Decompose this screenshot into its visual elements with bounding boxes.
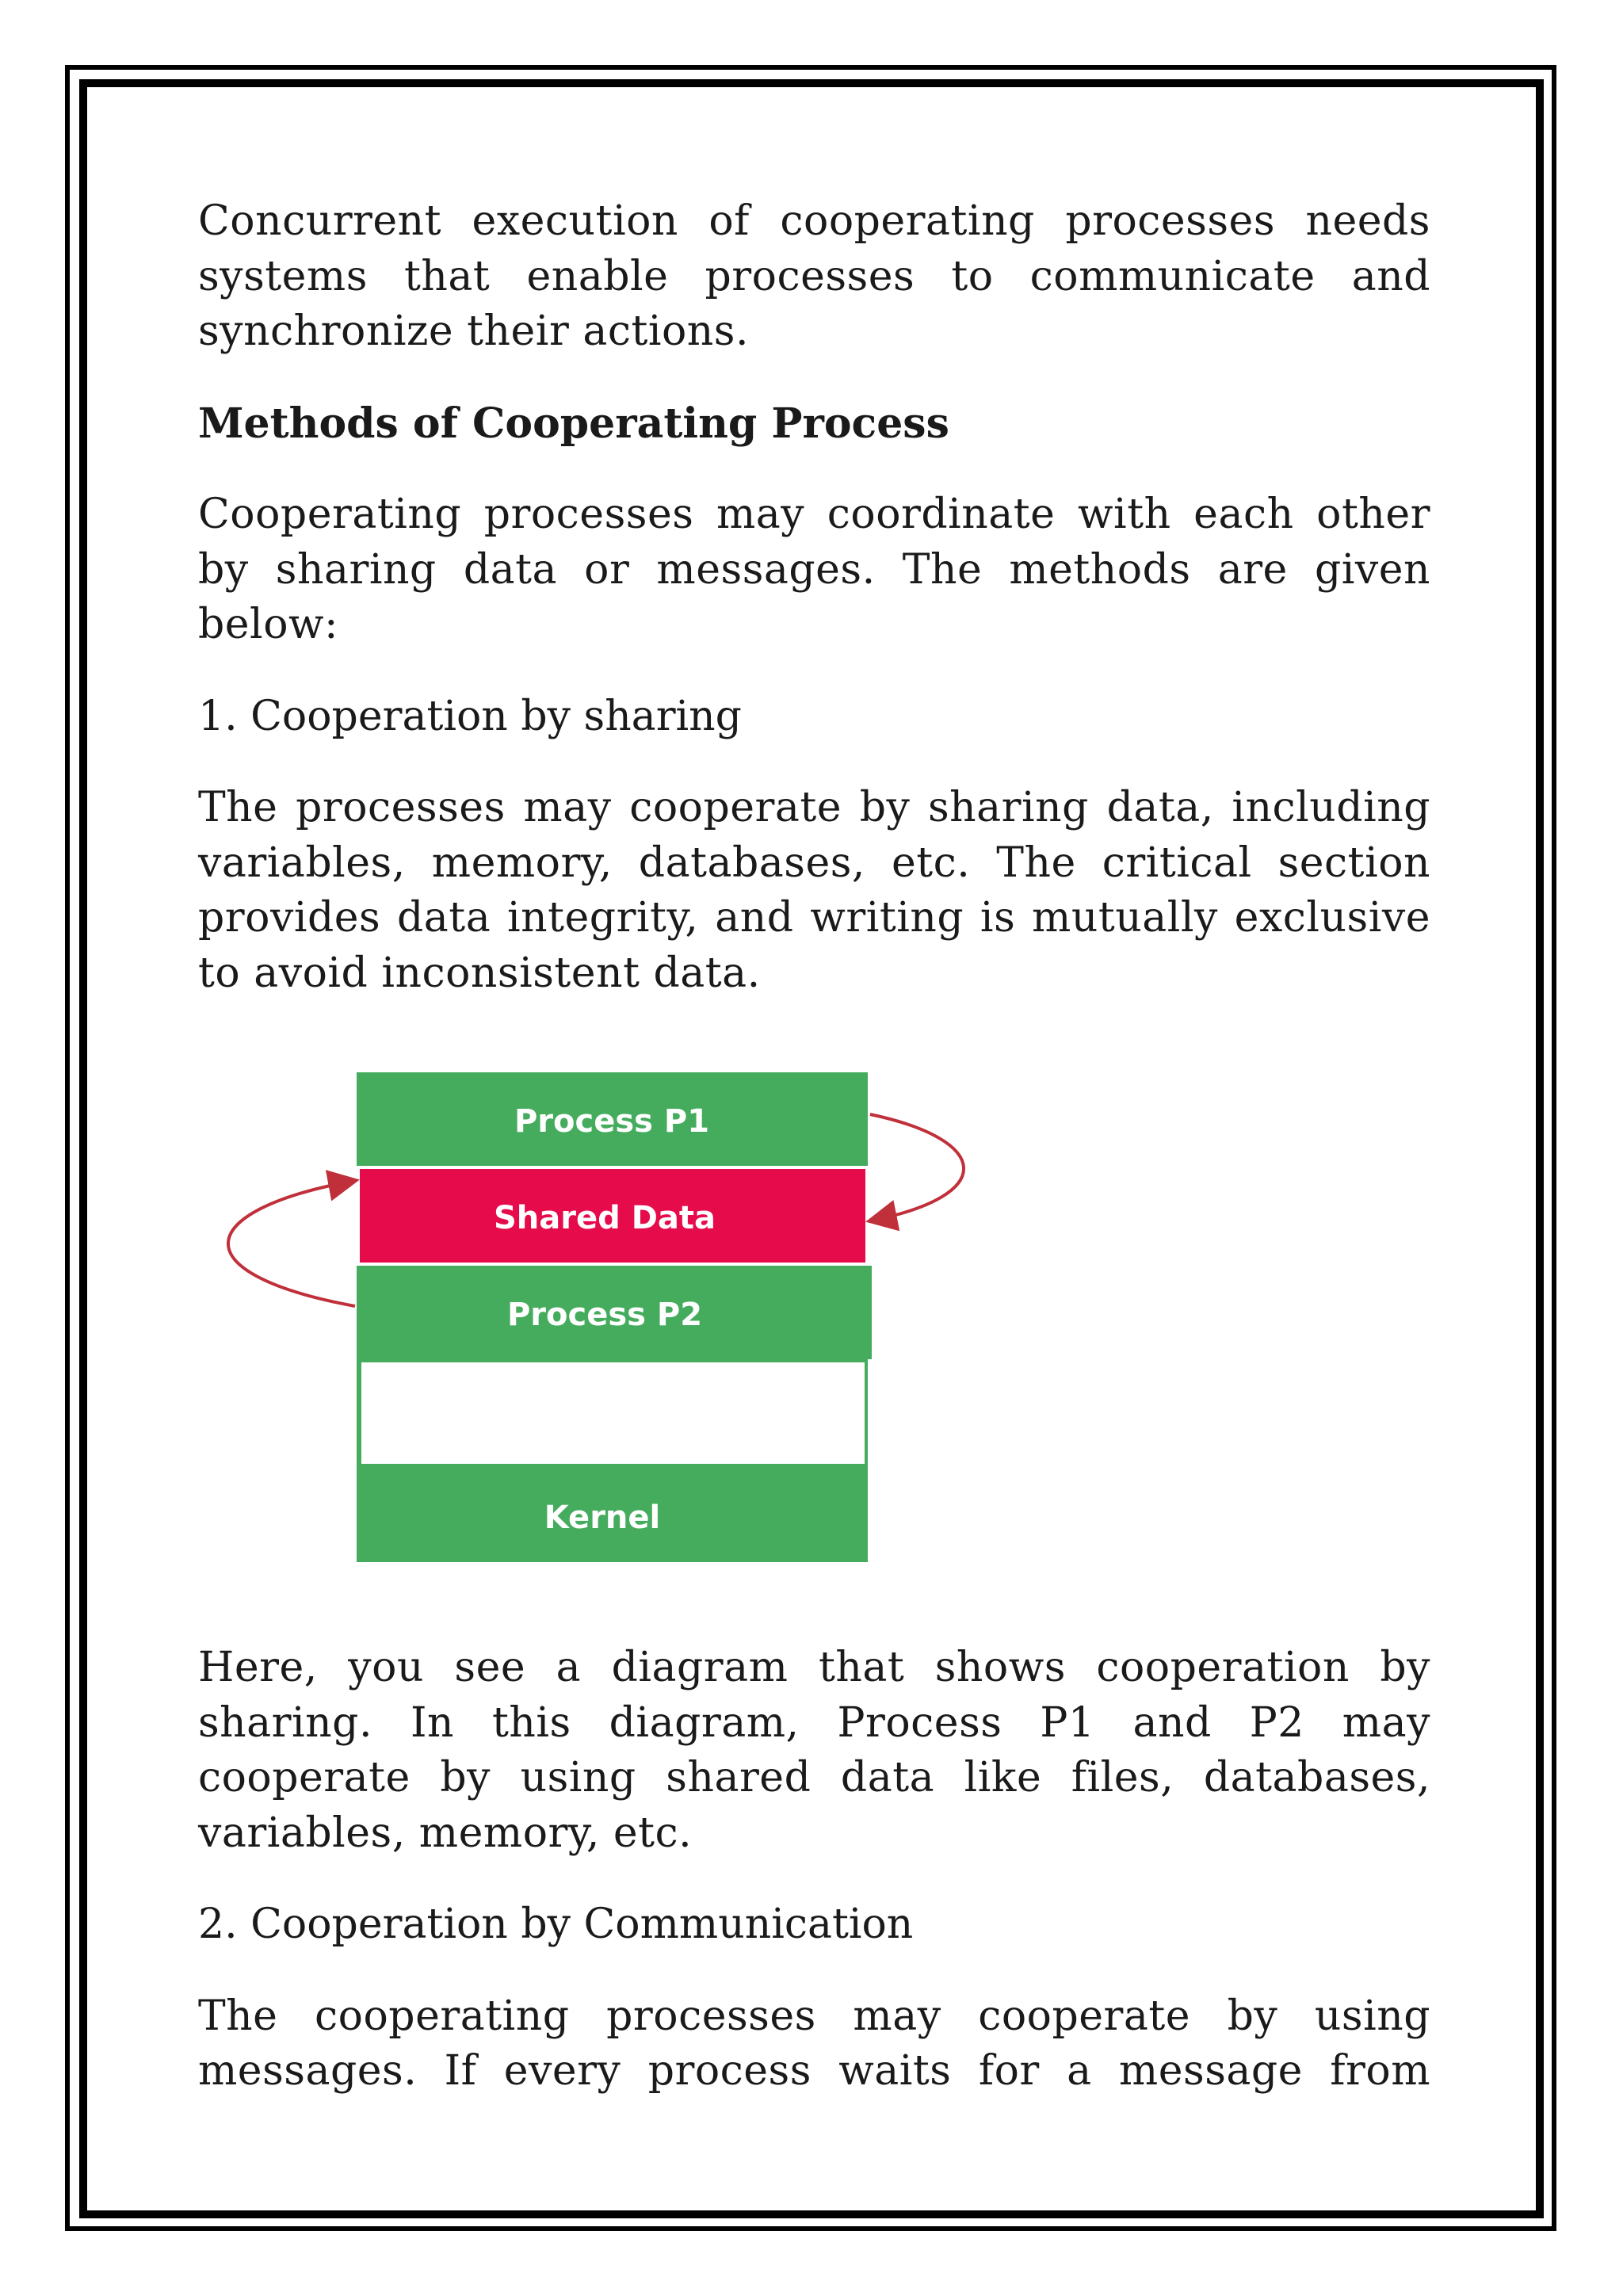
empty-block-inner — [361, 1362, 865, 1464]
arrow-p1-to-shared — [870, 1114, 964, 1221]
document-body — [198, 194, 1430, 2099]
item1-paragraph: The processes may cooperate by sharing data, including variables, memory, databases, etc. The critical section provides data integrity, and writing is mutually exclusive to avoid inconsistent data. — [198, 784, 1430, 997]
sharing-diagram — [198, 1033, 1430, 1599]
process-p1-label: Process P1 — [514, 1103, 710, 1140]
methods-heading: Methods of Cooperating Process — [198, 399, 949, 448]
arrow-p2-to-shared — [228, 1181, 355, 1306]
diagram-caption-paragraph: Here, you see a diagram that shows cooperation by sharing. In this diagram, Process P1 and P2 may cooperate by using shared data like files, databases, variables, memory, etc. — [198, 1644, 1430, 1857]
item1-title: 1. Cooperation by sharing — [198, 692, 742, 740]
item2-title: 2. Cooperation by Communication — [198, 1901, 914, 1948]
shared-data-label: Shared Data — [494, 1200, 716, 1236]
methods-intro-paragraph: Cooperating processes may coordinate with each other by sharing data or messages. The methods are given below: — [198, 491, 1430, 648]
process-p2-label: Process P2 — [506, 1297, 703, 1333]
intro-paragraph: Concurrent execution of cooperating processes needs systems that enable processes to communicate and synchronize their actions. — [198, 197, 1430, 355]
item2-paragraph: The cooperating processes may cooperate by using messages. If every process waits for a message from — [198, 1992, 1430, 2095]
kernel-label: Kernel — [544, 1499, 661, 1536]
